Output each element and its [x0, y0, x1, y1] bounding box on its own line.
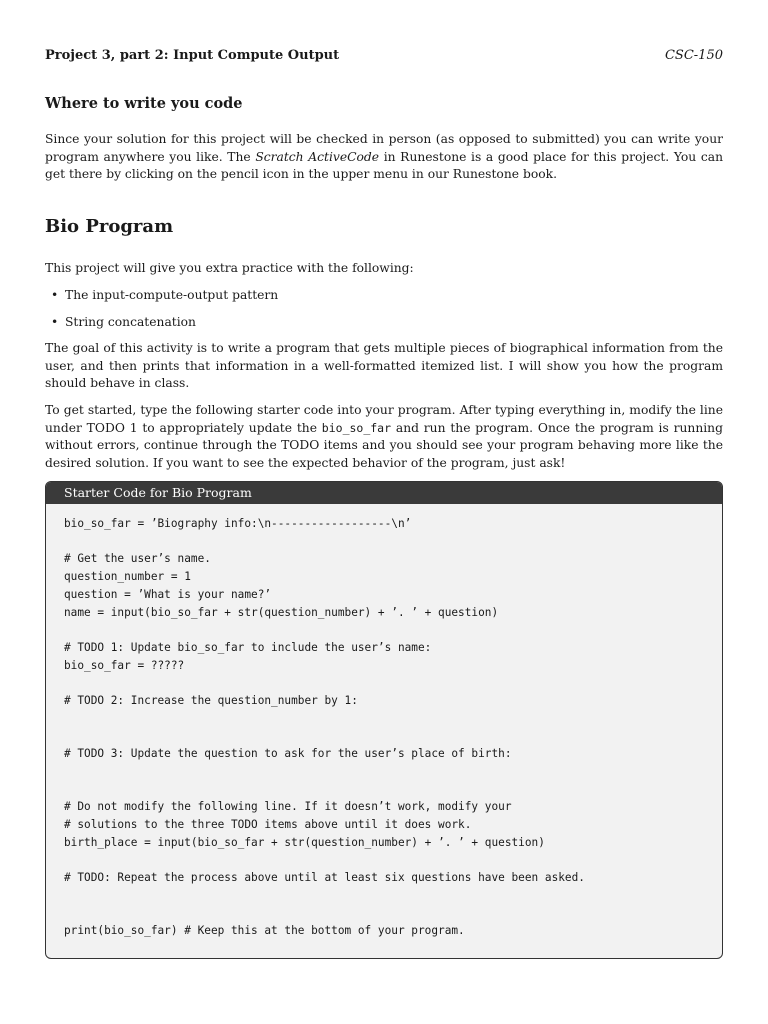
bio-so-far-inline-code: bio_so_far — [321, 420, 392, 435]
getting-started-paragraph — [45, 402, 723, 472]
page-header — [45, 48, 723, 66]
header-title: Project 3, part 2: Input Compute Output — [45, 48, 340, 63]
bullet-item: • The input-compute-output pattern — [65, 287, 278, 305]
write-code-text-b: in Runestone is a good place for this project. You can get there by clicking on the pencil icon in the upper menu in our Runestone book. — [45, 149, 723, 181]
header-course: CSC-150 — [664, 48, 723, 63]
write-code-text-a: Since your solution for this project will be checked in person (as opposed to submitted) you can write your program anywhere you like. The — [45, 132, 723, 164]
bullet-item: • String concatenation — [65, 314, 196, 332]
starter-code-box — [45, 481, 723, 959]
section-heading-write-code: Where to write you code — [45, 95, 243, 112]
getting-started-text-b: and run the program. Once the program is running without errors, continue through the TODO items and you should see your program behaving more like the desired solution. If you want to see the expected behavior of the program, just ask! — [45, 420, 723, 470]
goal-paragraph: The goal of this activity is to write a program that gets multiple pieces of biographical information from the user, and then prints that information in a well-formatted itemized list. I will show you how the program should behave in class. — [45, 341, 723, 390]
intro-paragraph: This project will give you extra practice with the following: — [45, 261, 414, 275]
section-heading-bio-program: Bio Program — [45, 216, 174, 237]
scratch-activecode-emphasis: Scratch ActiveCode — [255, 149, 380, 164]
getting-started-text-a: To get started, type the following starter code into your program. After typing everything in, modify the line under TODO 1 to appropriately update the — [45, 403, 723, 435]
starter-code-listing: bio_so_far = ’Biography info:\n------------------\n’ # Get the user’s name. question_number = 1 question = ’What is your name?’ name = input(bio_so_far + str(question_number) + ’. ’ + question) # TODO 1: Update bio_so_far to include the user’s name: bio_so_far = ????? # TODO 2: Increase the question_number by 1: # TODO 3: Update the question to ask for the user’s place of birth: # Do not modify the following line. If it doesn’t work, modify your # solutions to the three TODO items above until it does work. birth_place = input(bio_so_far + str(question_number) + ’. ’ + question) # TODO: Repeat the process above until at least six questions have been asked. print(bio_so_far) # Keep this at the bottom of your program. — [64, 517, 585, 938]
code-box-title: Starter Code for Bio Program — [46, 482, 722, 504]
write-code-paragraph — [45, 131, 723, 184]
